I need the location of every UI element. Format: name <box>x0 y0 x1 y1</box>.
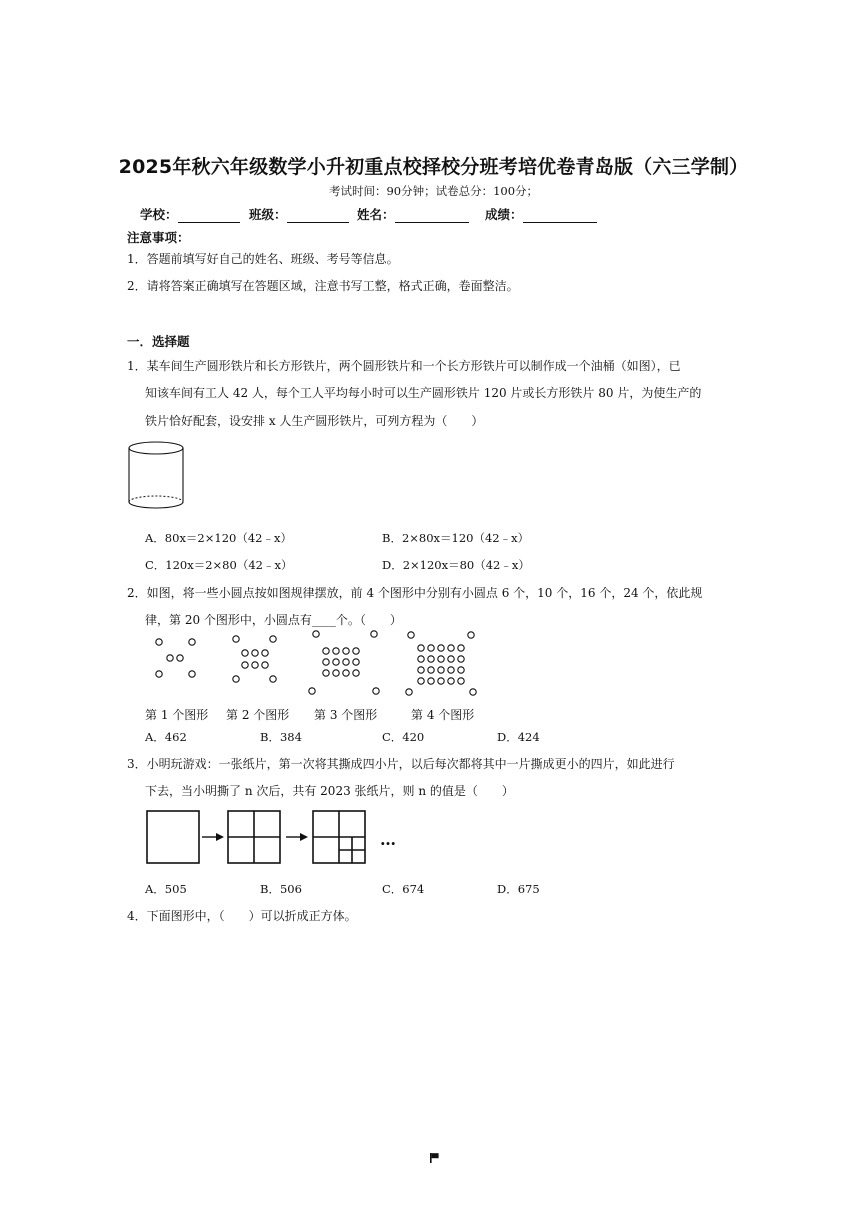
q2-line: 律，第 20 个图形中，小圆点有____个。（ ） <box>145 613 402 627</box>
school-blank <box>178 208 240 223</box>
q1-option-a: A．80x＝2×120（42﹣x） <box>145 531 292 545</box>
notice-item: 1．答题前填写好自己的姓名、班级、考号等信息。 <box>127 252 399 266</box>
name-field <box>357 205 469 223</box>
pattern-caption: 第 2 个图形 <box>226 708 290 722</box>
q1-option-b: B．2×80x＝120（42﹣x） <box>382 531 530 545</box>
dot-pattern-figure <box>140 625 500 705</box>
notice-item: 2．请将答案正确填写在答题区域，注意书写工整，格式正确，卷面整洁。 <box>127 279 519 293</box>
pattern-4 <box>406 632 476 695</box>
pattern-1 <box>156 639 195 677</box>
oil-barrel-figure <box>124 440 188 516</box>
q2-option-b: B．384 <box>260 730 302 744</box>
notice-heading: 注意事项： <box>127 230 190 245</box>
q1-line: 铁片恰好配套，设安排 x 人生产圆形铁片，可列方程为（ ） <box>145 414 484 428</box>
q3-option-b: B．506 <box>260 882 302 896</box>
school-field <box>140 205 240 223</box>
name-label: 姓名： <box>357 207 395 222</box>
score-label: 成绩： <box>485 207 523 222</box>
pattern-caption: 第 1 个图形 <box>145 708 209 722</box>
q3-line: 下去，当小明撕了 n 次后，共有 2023 张纸片，则 n 的值是（ ） <box>145 784 514 798</box>
q2-option-d: D．424 <box>497 730 540 744</box>
pattern-2 <box>233 636 276 682</box>
q2-option-c: C．420 <box>382 730 425 744</box>
flag-icon <box>429 1152 441 1164</box>
q2-option-a: A．462 <box>145 730 187 744</box>
q3-line: 3．小明玩游戏：一张纸片，第一次将其撕成四小片，以后每次都将其中一片撕成更小的四片，如此进行 <box>127 757 675 771</box>
ellipsis: … <box>380 830 396 849</box>
page-title: 2025年秋六年级数学小升初重点校择校分班考培优卷青岛版（六三学制） <box>118 156 749 178</box>
q1-option-c: C．120x＝2×80（42﹣x） <box>145 558 293 572</box>
paper-tearing-figure <box>140 805 400 869</box>
class-blank <box>287 208 349 223</box>
name-blank <box>395 208 469 223</box>
q3-option-a: A．505 <box>145 882 187 896</box>
school-label: 学校： <box>140 207 178 222</box>
q1-line: 1．某车间生产圆形铁片和长方形铁片，两个圆形铁片和一个长方形铁片可以制作成一个油桶（如图），已 <box>127 359 681 373</box>
score-field <box>485 205 597 223</box>
score-blank <box>523 208 597 223</box>
q2-line: 2．如图，将一些小圆点按如图规律摆放，前 4 个图形中分别有小圆点 6 个，10 个，16 个，24 个，依此规 <box>127 586 703 600</box>
pattern-caption: 第 3 个图形 <box>314 708 378 722</box>
q1-line: 知该车间有工人 42 人，每个工人平均每小时可以生产圆形铁片 120 片或长方形铁片 80 片，为使生产的 <box>145 386 702 400</box>
q4-line: 4．下面图形中，（ ）可以折成正方体。 <box>127 909 357 923</box>
class-field <box>249 205 349 223</box>
exam-info: 考试时间：90分钟；试卷总分：100分； <box>328 184 539 198</box>
pattern-3 <box>309 631 379 694</box>
q1-option-d: D．2×120x＝80（42﹣x） <box>382 558 530 572</box>
q3-option-d: D．675 <box>497 882 540 896</box>
pattern-caption: 第 4 个图形 <box>411 708 475 722</box>
class-label: 班级： <box>249 207 287 222</box>
q3-option-c: C．674 <box>382 882 425 896</box>
section-title: 一．选择题 <box>127 334 190 349</box>
